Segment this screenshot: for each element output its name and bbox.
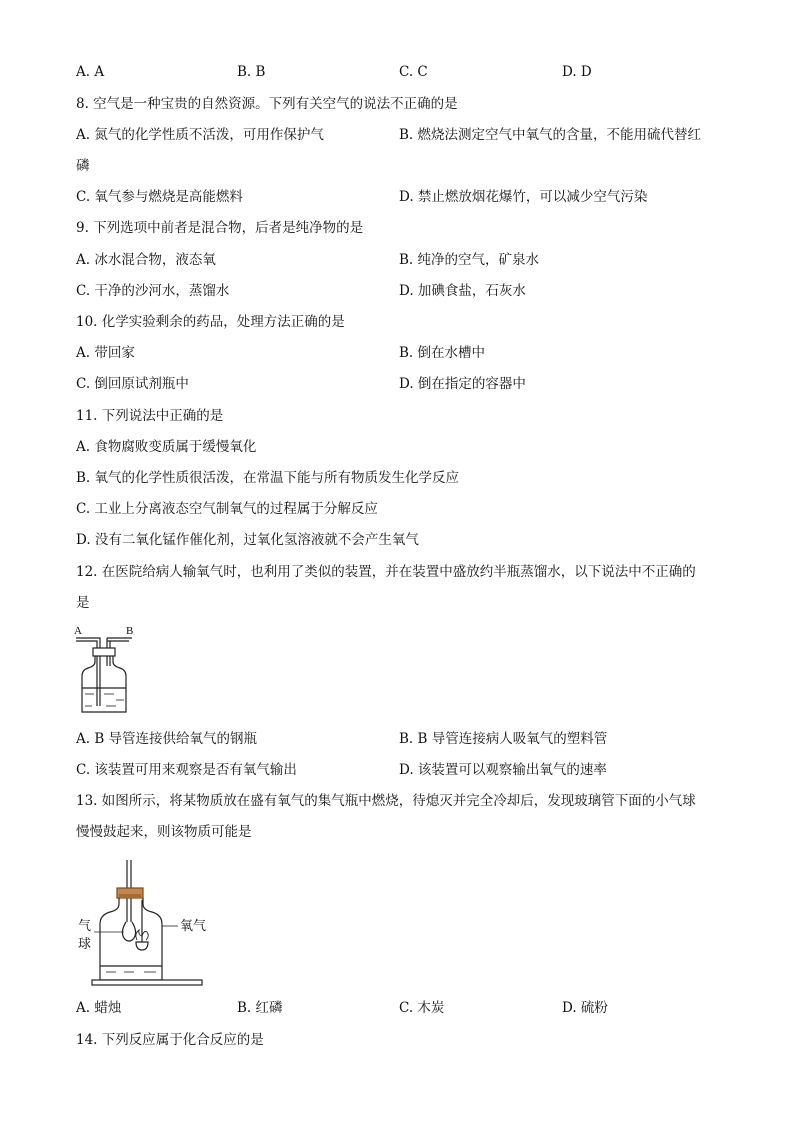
q13-option-b: B. 红磷 [237, 1000, 283, 1016]
gas-jar-diagram [74, 856, 214, 988]
q9-option-c: C. 干净的沙河水，蒸馏水 [76, 283, 230, 299]
q8-option-c: C. 氧气参与燃烧是高能燃料 [76, 189, 243, 205]
q8-option-b-continued: 磷 [76, 158, 90, 174]
q12-option-d: D. 该装置可以观察输出氧气的速率 [399, 762, 607, 778]
q9-stem: 9. 下列选项中前者是混合物，后者是纯净物的是 [76, 220, 364, 236]
q10-option-c: C. 倒回原试剂瓶中 [76, 376, 189, 392]
q7-option-a: A. A [76, 64, 105, 80]
balloon-label-2: 球 [78, 937, 92, 952]
q9-option-d: D. 加碘食盐，石灰水 [399, 283, 526, 299]
q12-stem: 12. 在医院给病人输氧气时，也利用了类似的装置，并在装置中盛放约半瓶蒸馏水，以下说法中不正确的 [76, 564, 696, 580]
q11-option-c: C. 工业上分离液态空气制氧气的过程属于分解反应 [76, 501, 378, 517]
q8-stem: 8. 空气是一种宝贵的自然资源。下列有关空气的说法不正确的是 [76, 96, 458, 112]
q11-stem: 11. 下列说法中正确的是 [76, 408, 224, 424]
q12-stem-continued: 是 [76, 595, 90, 611]
q11-option-d: D. 没有二氧化锰作催化剂，过氧化氢溶液就不会产生氧气 [76, 532, 419, 548]
q10-option-a: A. 带回家 [76, 345, 135, 361]
q7-option-b: B. B [237, 64, 266, 80]
q7-option-c: C. C [399, 64, 428, 80]
q13-option-c: C. 木炭 [399, 1000, 445, 1016]
q12-option-a: A. B 导管连接供给氧气的钢瓶 [76, 731, 258, 747]
q7-option-d: D. D [562, 64, 592, 80]
q14-stem: 14. 下列反应属于化合反应的是 [76, 1032, 264, 1048]
q9-option-b: B. 纯净的空气，矿泉水 [399, 252, 540, 268]
q12-option-c: C. 该装置可用来观察是否有氧气输出 [76, 762, 297, 778]
q13-option-a: A. 蜡烛 [76, 1000, 122, 1016]
q9-option-a: A. 冰水混合物，液态氧 [76, 252, 216, 268]
q13-option-d: D. 硫粉 [562, 1000, 608, 1016]
q10-option-b: B. 倒在水槽中 [399, 345, 486, 361]
wash-bottle-diagram [70, 622, 140, 718]
q10-option-d: D. 倒在指定的容器中 [399, 376, 526, 392]
q8-option-d: D. 禁止燃放烟花爆竹，可以减少空气污染 [399, 189, 648, 205]
tube-label-a: A [74, 625, 82, 637]
q10-stem: 10. 化学实验剩余的药品，处理方法正确的是 [76, 314, 345, 330]
q12-option-b: B. B 导管连接病人吸氧气的塑料管 [399, 731, 608, 747]
q8-option-b: B. 燃烧法测定空气中氧气的含量，不能用硫代替红 [399, 127, 702, 143]
balloon-label-1: 气 [78, 919, 92, 934]
q11-option-a: A. 食物腐败变质属于缓慢氧化 [76, 439, 257, 455]
q13-stem: 13. 如图所示，将某物质放在盛有氧气的集气瓶中燃烧，待熄灭并完全冷却后，发现玻璃管下面的小气球 [76, 793, 696, 809]
q11-option-b: B. 氧气的化学性质很活泼，在常温下能与所有物质发生化学反应 [76, 470, 460, 486]
q13-stem-continued: 慢慢鼓起来，则该物质可能是 [76, 824, 252, 840]
oxygen-label: 氧气 [180, 919, 207, 934]
tube-label-b: B [126, 625, 134, 637]
q8-option-a: A. 氮气的化学性质不活泼，可用作保护气 [76, 127, 324, 143]
